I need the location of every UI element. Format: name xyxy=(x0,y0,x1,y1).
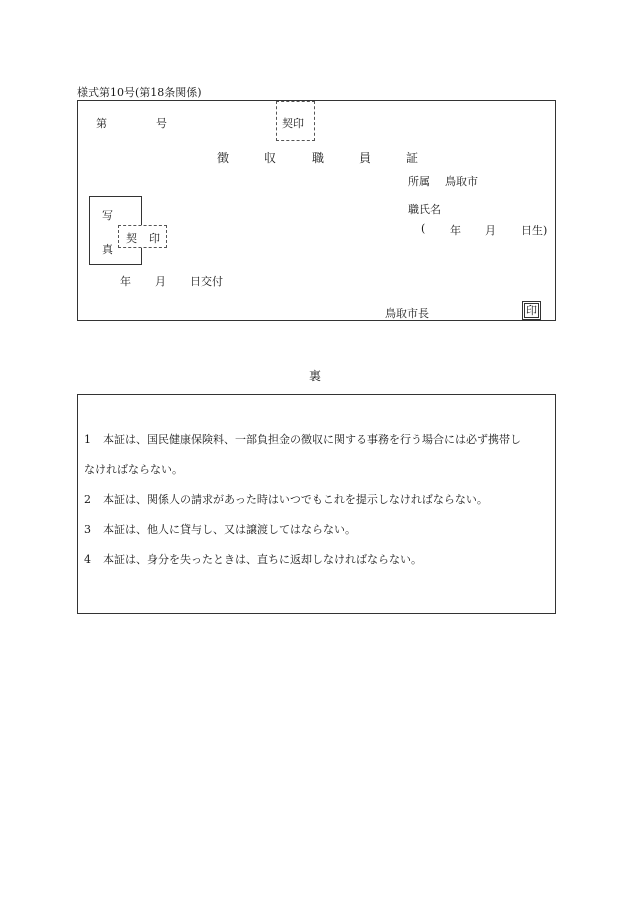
form-header: 様式第10号(第18条関係) xyxy=(77,86,202,99)
back-item-3 xyxy=(84,521,356,537)
issue-month: 月 xyxy=(155,275,166,288)
title-char-2: 収 xyxy=(264,151,277,165)
tally-seal-label: 契印 xyxy=(282,117,304,130)
back-item-4-text: 本証は、身分を失ったときは、直ちに返却しなければならない。 xyxy=(103,553,422,566)
back-item-1 xyxy=(84,431,521,447)
number-suffix: 号 xyxy=(156,117,167,130)
id-card-back xyxy=(77,394,556,614)
title-char-4: 員 xyxy=(359,151,372,165)
birth-day: 日生) xyxy=(521,224,548,237)
photo-seal-right: 印 xyxy=(149,232,160,245)
photo-seal-box xyxy=(118,225,167,248)
id-card-front xyxy=(77,100,556,321)
photo-seal-left: 契 xyxy=(126,232,137,245)
back-item-1-cont: なければならない。 xyxy=(84,463,183,476)
back-item-4 xyxy=(84,551,422,567)
back-item-1-num: 1 xyxy=(84,433,91,446)
back-item-1-text: 本証は、国民健康保険料、一部負担金の徴収に関する事務を行う場合には必ず携帯し xyxy=(103,433,521,446)
title-char-5: 証 xyxy=(406,151,419,165)
photo-label-top: 写 xyxy=(102,209,113,222)
back-item-3-text: 本証は、他人に貸与し、又は譲渡してはならない。 xyxy=(103,523,356,536)
issue-day: 日交付 xyxy=(190,275,223,288)
affiliation-label: 所属 xyxy=(408,175,430,188)
title-char-1: 徴 xyxy=(217,151,230,165)
birth-open: ( xyxy=(421,222,426,235)
back-item-4-num: 4 xyxy=(84,553,91,566)
back-item-2-num: 2 xyxy=(84,493,91,506)
issuer-seal: 印 xyxy=(526,304,537,317)
back-item-2-text: 本証は、関係人の請求があった時はいつでもこれを提示しなければならない。 xyxy=(103,493,488,506)
affiliation-value: 鳥取市 xyxy=(445,175,478,188)
birth-month: 月 xyxy=(485,224,496,237)
birth-year: 年 xyxy=(450,224,461,237)
photo-label-bottom: 真 xyxy=(102,243,113,256)
issuer: 鳥取市長 xyxy=(385,307,429,320)
tally-seal-box xyxy=(276,101,315,141)
back-item-2 xyxy=(84,491,488,507)
title-char-3: 職 xyxy=(312,151,325,165)
number-prefix: 第 xyxy=(96,117,107,130)
name-label: 職氏名 xyxy=(408,203,441,216)
back-heading: 裏 xyxy=(309,369,322,383)
back-item-3-num: 3 xyxy=(84,523,91,536)
issue-year: 年 xyxy=(120,275,131,288)
